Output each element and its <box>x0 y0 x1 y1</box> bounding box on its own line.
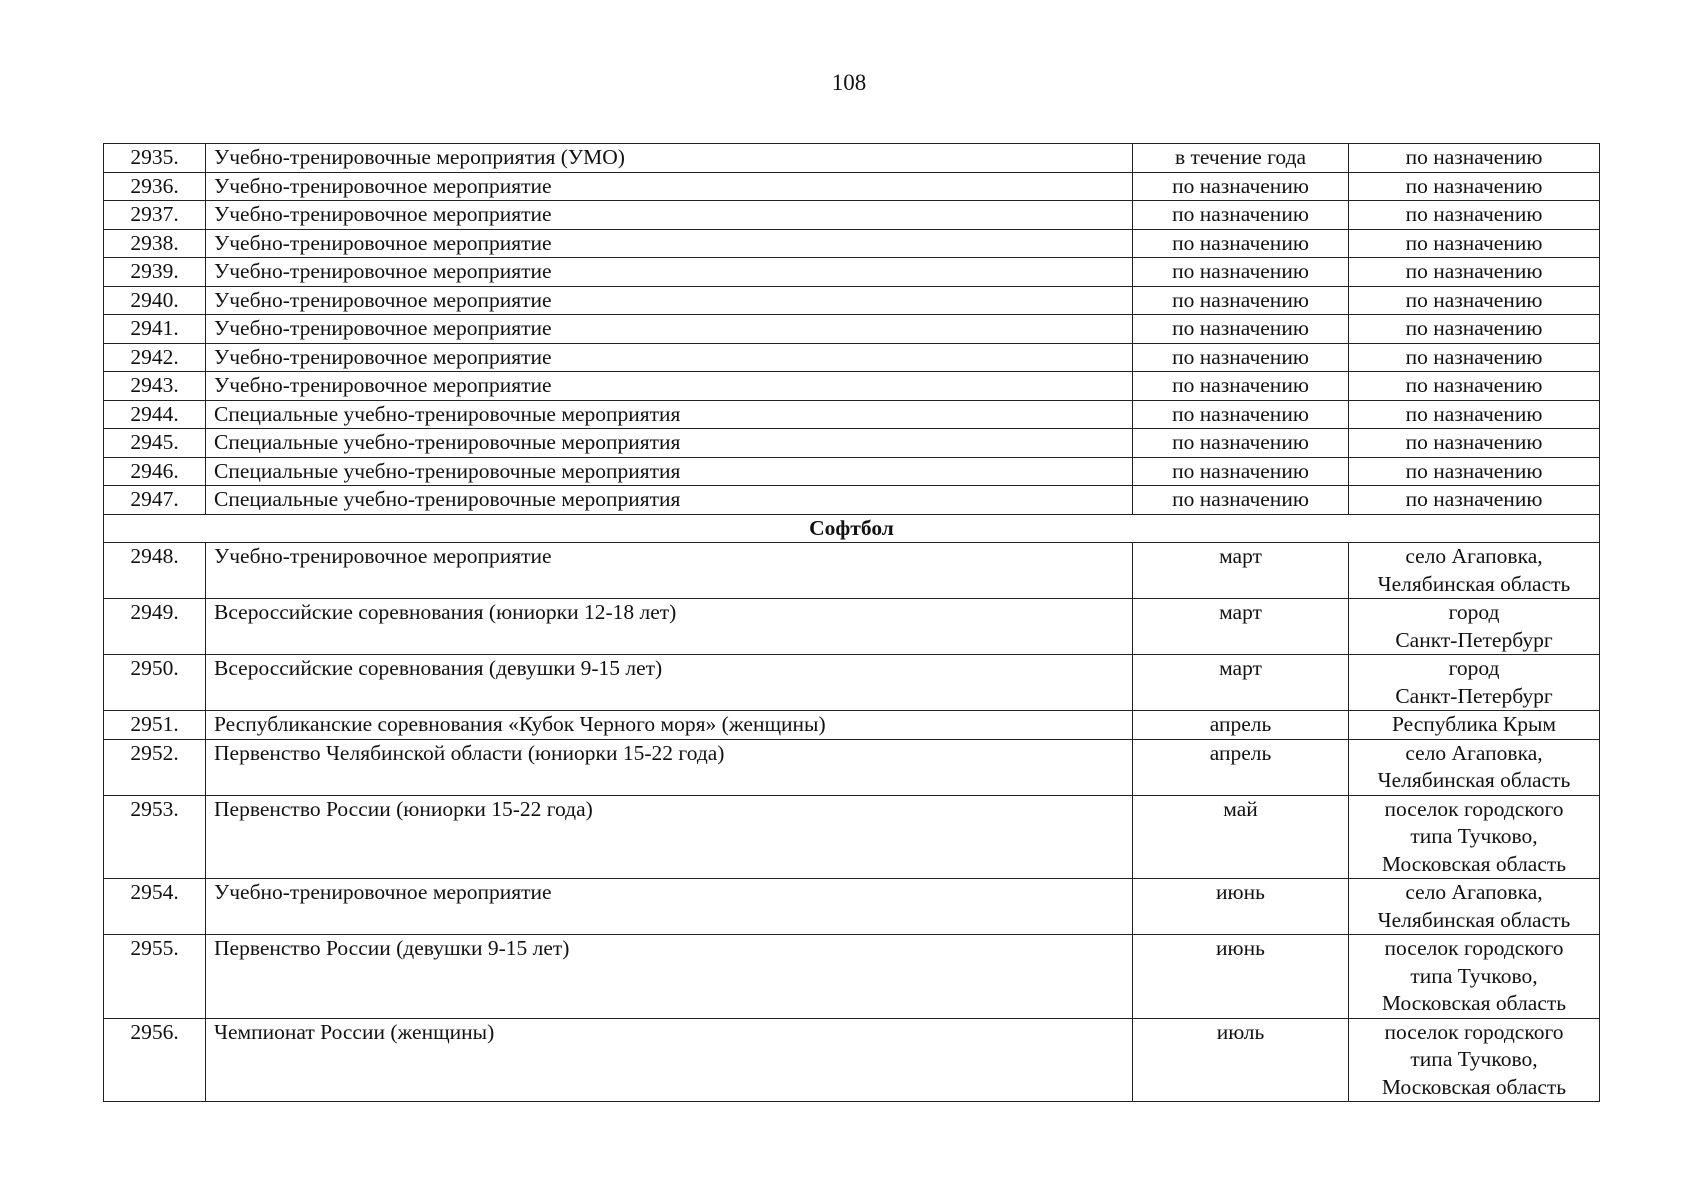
event-place <box>1349 372 1600 401</box>
event-name: Специальные учебно-тренировочные мероприятия <box>206 486 1133 515</box>
table-body-before <box>104 144 1600 515</box>
event-place-line: Московская область <box>1381 1074 1567 1099</box>
table-row <box>104 599 1600 655</box>
table-row <box>104 258 1600 287</box>
event-date: в течение года <box>1133 144 1349 173</box>
event-date: март <box>1133 599 1349 655</box>
event-place <box>1349 879 1600 935</box>
event-place <box>1349 457 1600 486</box>
event-place <box>1349 315 1600 344</box>
event-name: Специальные учебно-тренировочные мероприятия <box>206 400 1133 429</box>
table-row <box>104 795 1600 879</box>
event-name: Учебно-тренировочное мероприятие <box>206 201 1133 230</box>
event-place-line: типа Тучково, <box>1410 1047 1538 1071</box>
event-date: июль <box>1133 1018 1349 1102</box>
event-place <box>1349 739 1600 795</box>
event-place-line: по назначению <box>1405 430 1543 454</box>
row-number: 2947. <box>104 486 206 515</box>
row-number: 2942. <box>104 343 206 372</box>
event-name: Учебно-тренировочное мероприятие <box>206 372 1133 401</box>
row-number: 2939. <box>104 258 206 287</box>
event-place-line: типа Тучково, <box>1410 824 1538 848</box>
event-name: Учебно-тренировочные мероприятия (УМО) <box>206 144 1133 173</box>
event-name: Всероссийские соревнования (юниорки 12-18 лет) <box>206 599 1133 655</box>
table-row <box>104 543 1600 599</box>
event-name: Первенство России (девушки 9-15 лет) <box>206 935 1133 1019</box>
table-row <box>104 879 1600 935</box>
event-date: апрель <box>1133 711 1349 740</box>
event-place-line: село Агаповка, <box>1405 740 1543 765</box>
row-number: 2945. <box>104 429 206 458</box>
event-place <box>1349 1018 1600 1102</box>
event-date: по назначению <box>1133 429 1349 458</box>
event-name: Всероссийские соревнования (девушки 9-15 лет) <box>206 655 1133 711</box>
event-place-line: город <box>1448 600 1500 624</box>
event-date: март <box>1133 543 1349 599</box>
event-place <box>1349 429 1600 458</box>
event-place-line: по назначению <box>1405 145 1543 169</box>
event-place <box>1349 400 1600 429</box>
table-row <box>104 315 1600 344</box>
event-place-line: Челябинская область <box>1377 571 1571 596</box>
section-header-body <box>104 514 1600 543</box>
row-number: 2935. <box>104 144 206 173</box>
table-row <box>104 286 1600 315</box>
event-date: по назначению <box>1133 258 1349 287</box>
event-name: Специальные учебно-тренировочные мероприятия <box>206 457 1133 486</box>
row-number: 2954. <box>104 879 206 935</box>
row-number: 2940. <box>104 286 206 315</box>
event-place <box>1349 172 1600 201</box>
section-title: Софтбол <box>104 514 1600 543</box>
event-name: Учебно-тренировочное мероприятие <box>206 258 1133 287</box>
event-place-line: Московская область <box>1381 851 1567 876</box>
event-date: по назначению <box>1133 315 1349 344</box>
event-place-line: по назначению <box>1405 373 1543 397</box>
event-place <box>1349 229 1600 258</box>
row-number: 2943. <box>104 372 206 401</box>
table-row <box>104 229 1600 258</box>
event-place-line: по назначению <box>1405 259 1543 283</box>
event-date: по назначению <box>1133 372 1349 401</box>
event-name: Учебно-тренировочное мероприятие <box>206 543 1133 599</box>
table-row <box>104 711 1600 740</box>
table-row <box>104 343 1600 372</box>
table-row <box>104 457 1600 486</box>
event-date: июнь <box>1133 935 1349 1019</box>
event-place <box>1349 935 1600 1019</box>
event-place <box>1349 599 1600 655</box>
event-date: по назначению <box>1133 201 1349 230</box>
event-place-line: по назначению <box>1405 230 1543 255</box>
event-date: по назначению <box>1133 286 1349 315</box>
event-place-line: по назначению <box>1405 287 1543 312</box>
event-place-line: Санкт-Петербург <box>1395 683 1553 708</box>
row-number: 2937. <box>104 201 206 230</box>
event-place-line: по назначению <box>1405 316 1543 340</box>
event-place-line: поселок городского <box>1384 936 1564 960</box>
event-date: по назначению <box>1133 229 1349 258</box>
event-date: по назначению <box>1133 486 1349 515</box>
table-row <box>104 739 1600 795</box>
event-place <box>1349 343 1600 372</box>
event-date: апрель <box>1133 739 1349 795</box>
event-place-line: село Агаповка, <box>1405 544 1543 568</box>
event-name: Учебно-тренировочное мероприятие <box>206 343 1133 372</box>
event-date: по назначению <box>1133 343 1349 372</box>
event-date: март <box>1133 655 1349 711</box>
event-place-line: город <box>1448 656 1500 680</box>
row-number: 2956. <box>104 1018 206 1102</box>
event-place-line: по назначению <box>1405 487 1543 511</box>
event-name: Специальные учебно-тренировочные мероприятия <box>206 429 1133 458</box>
event-place <box>1349 201 1600 230</box>
event-name: Учебно-тренировочное мероприятие <box>206 286 1133 315</box>
table-row <box>104 144 1600 173</box>
event-date: по назначению <box>1133 172 1349 201</box>
row-number: 2938. <box>104 229 206 258</box>
row-number: 2949. <box>104 599 206 655</box>
event-place-line: поселок городского <box>1384 796 1564 821</box>
table-row <box>104 201 1600 230</box>
event-place <box>1349 795 1600 879</box>
section-header-row <box>104 514 1600 543</box>
event-place-line: Республика Крым <box>1391 712 1557 736</box>
event-place <box>1349 655 1600 711</box>
event-place-line: поселок городского <box>1384 1019 1564 1044</box>
event-date: по назначению <box>1133 457 1349 486</box>
event-date: по назначению <box>1133 400 1349 429</box>
event-place-line: типа Тучково, <box>1410 963 1538 988</box>
table-row <box>104 486 1600 515</box>
table-row <box>104 935 1600 1019</box>
table-body-after <box>104 543 1600 1102</box>
event-place <box>1349 711 1600 740</box>
event-place <box>1349 258 1600 287</box>
row-number: 2941. <box>104 315 206 344</box>
row-number: 2936. <box>104 172 206 201</box>
event-place-line: по назначению <box>1405 401 1543 426</box>
event-place-line: Санкт-Петербург <box>1395 627 1553 652</box>
event-place <box>1349 144 1600 173</box>
event-place <box>1349 486 1600 515</box>
event-name: Первенство России (юниорки 15-22 года) <box>206 795 1133 879</box>
event-name: Первенство Челябинской области (юниорки 15-22 года) <box>206 739 1133 795</box>
event-place-line: Челябинская область <box>1377 768 1571 792</box>
row-number: 2946. <box>104 457 206 486</box>
event-name: Учебно-тренировочное мероприятие <box>206 315 1133 344</box>
table-row <box>104 1018 1600 1102</box>
table-row <box>104 655 1600 711</box>
row-number: 2952. <box>104 739 206 795</box>
row-number: 2953. <box>104 795 206 879</box>
row-number: 2955. <box>104 935 206 1019</box>
table-row <box>104 372 1600 401</box>
schedule-table <box>103 143 1600 1102</box>
event-place-line: по назначению <box>1405 344 1543 369</box>
event-date: июнь <box>1133 879 1349 935</box>
table-row <box>104 172 1600 201</box>
event-name: Чемпионат России (женщины) <box>206 1018 1133 1102</box>
event-place <box>1349 286 1600 315</box>
event-place-line: село Агаповка, <box>1405 880 1543 904</box>
event-place <box>1349 543 1600 599</box>
row-number: 2951. <box>104 711 206 740</box>
event-place-line: Челябинская область <box>1377 907 1571 932</box>
event-name: Учебно-тренировочное мероприятие <box>206 879 1133 935</box>
page-number: 108 <box>831 70 867 95</box>
table-row <box>104 429 1600 458</box>
event-place-line: по назначению <box>1405 458 1543 483</box>
event-name: Учебно-тренировочное мероприятие <box>206 172 1133 201</box>
row-number: 2950. <box>104 655 206 711</box>
event-place-line: по назначению <box>1405 202 1543 226</box>
row-number: 2944. <box>104 400 206 429</box>
event-name: Республиканские соревнования «Кубок Черного моря» (женщины) <box>206 711 1133 740</box>
event-name: Учебно-тренировочное мероприятие <box>206 229 1133 258</box>
event-place-line: по назначению <box>1405 173 1543 198</box>
table-row <box>104 400 1600 429</box>
row-number: 2948. <box>104 543 206 599</box>
event-place-line: Московская область <box>1381 991 1567 1015</box>
event-date: май <box>1133 795 1349 879</box>
